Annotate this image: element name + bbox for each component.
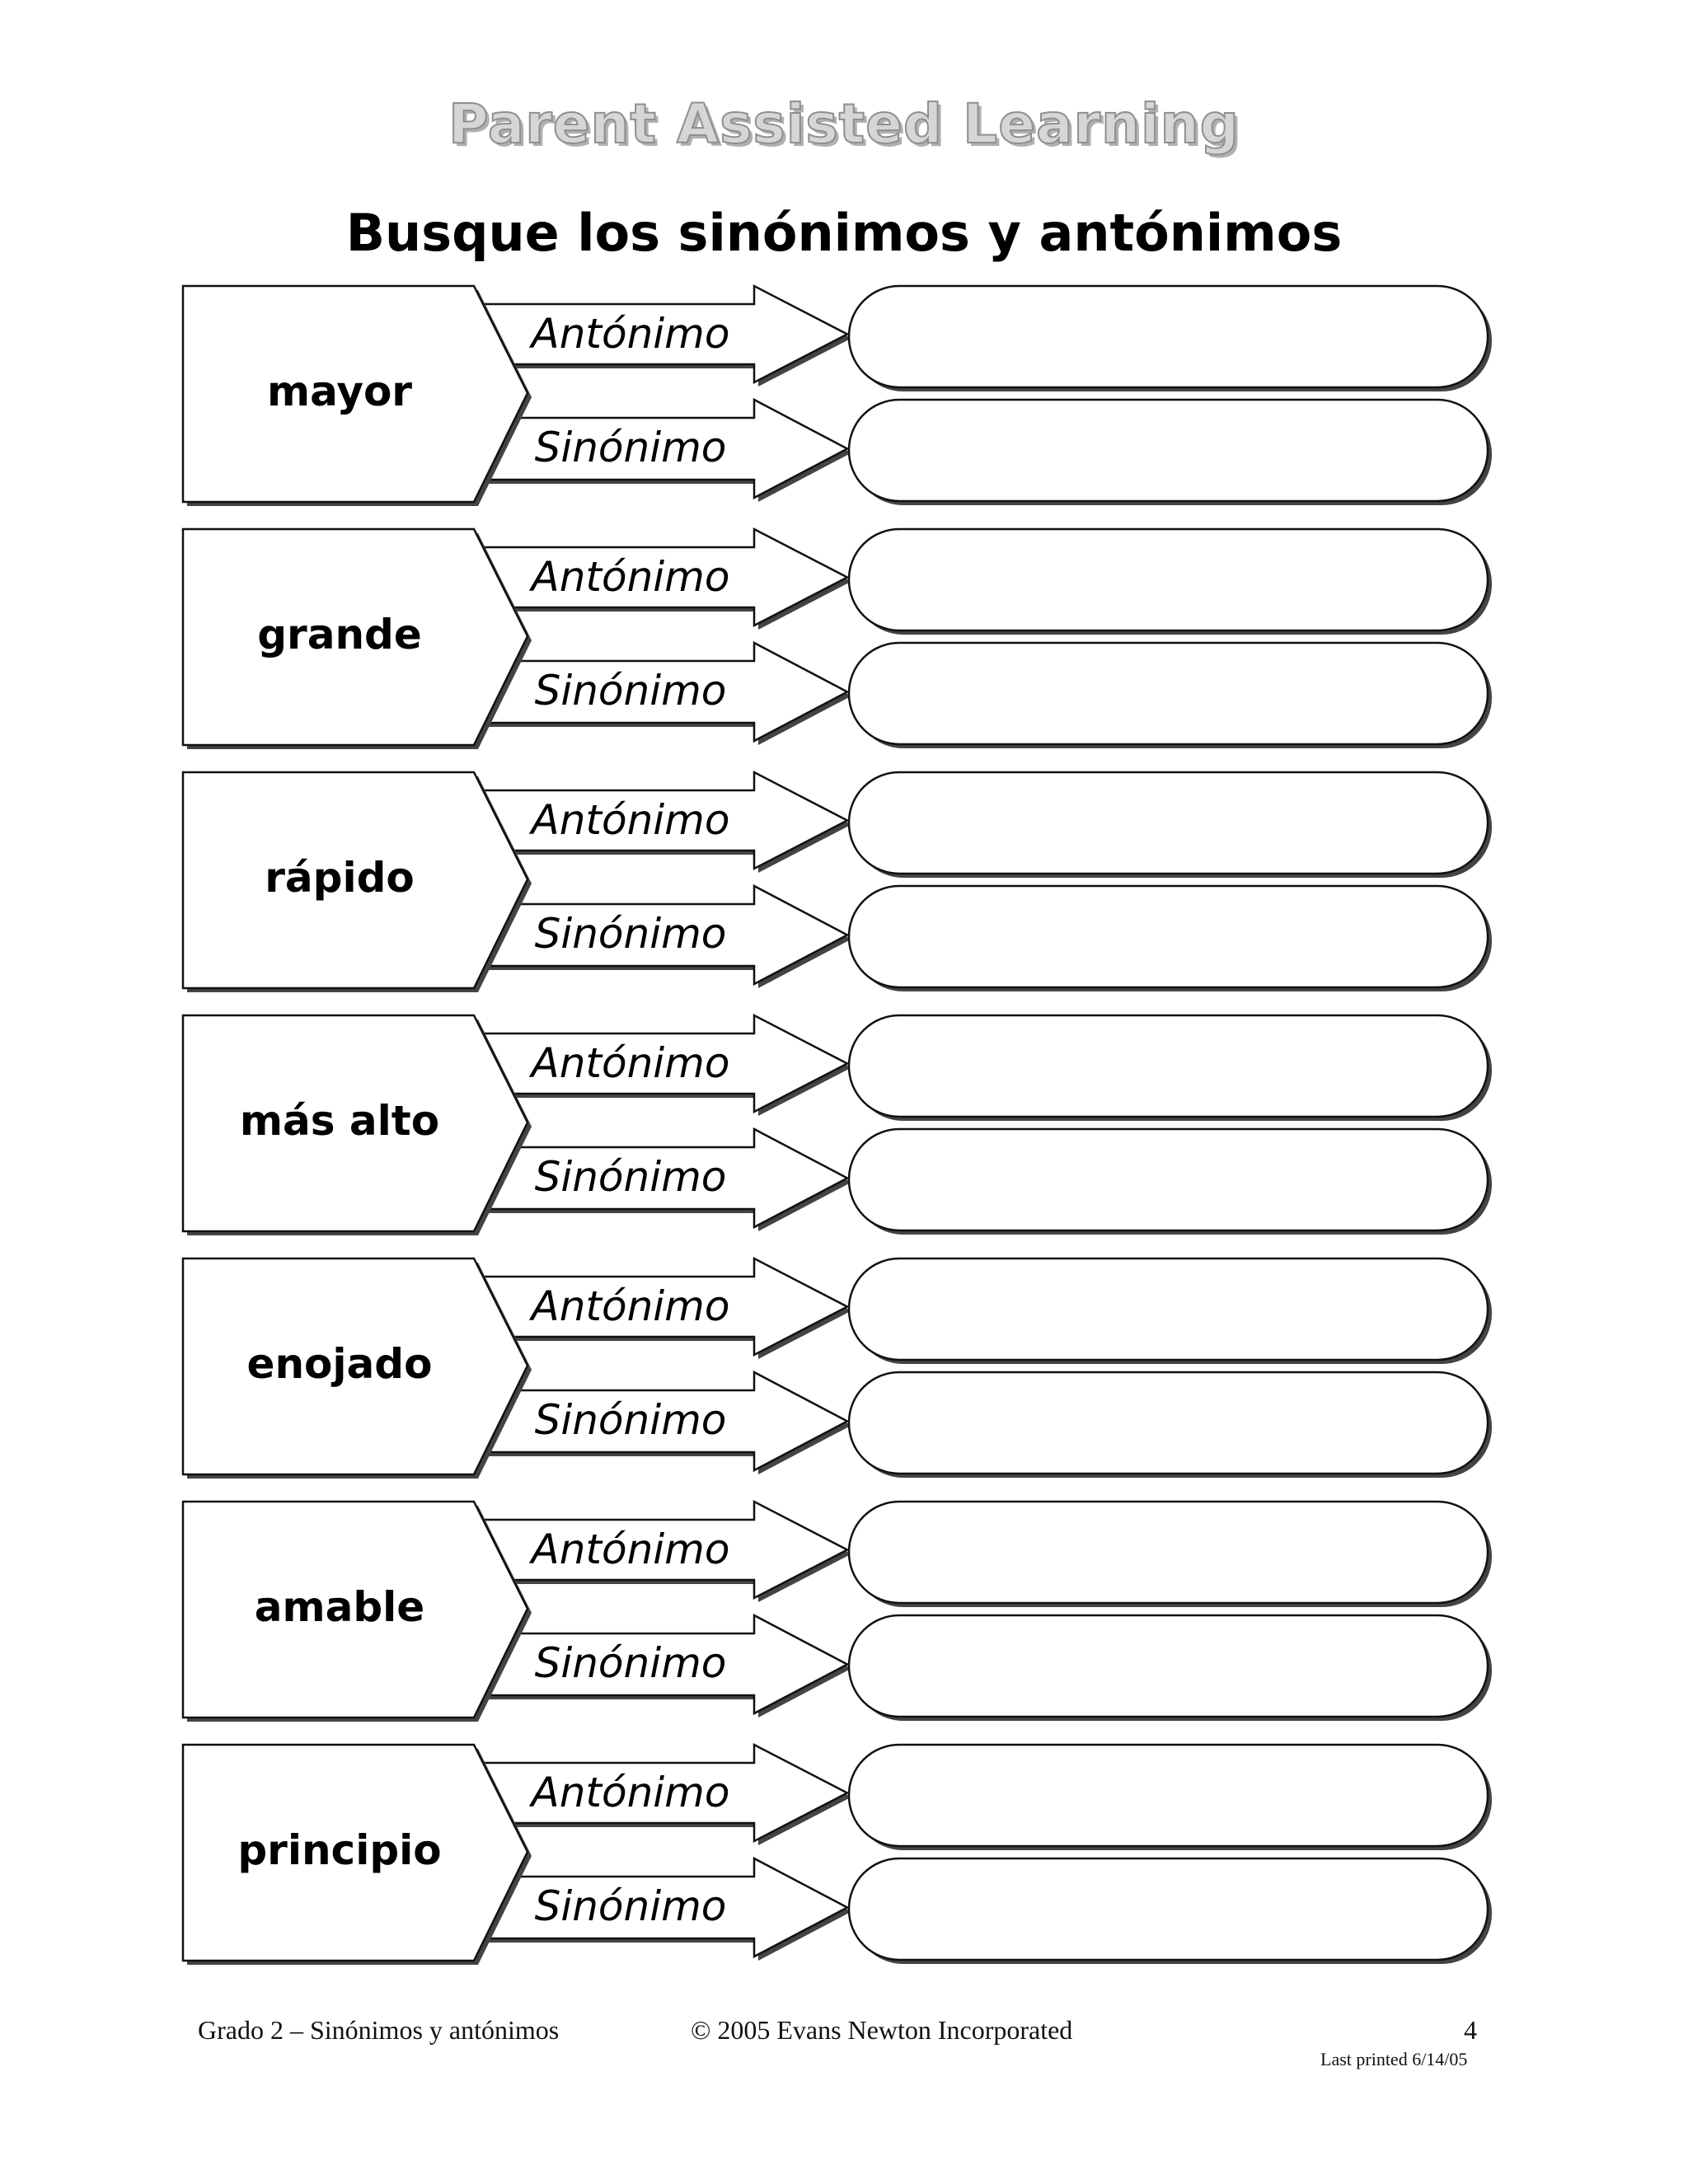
antonym-answer-field[interactable] <box>849 1015 1492 1121</box>
antonym-label: Antónimo <box>531 553 730 601</box>
synonym-label: Sinónimo <box>534 1396 727 1444</box>
synonym-answer-field-outline <box>849 1858 1488 1960</box>
word-row <box>183 286 1492 506</box>
brand-title: Parent Assisted Learning <box>448 92 1240 156</box>
antonym-answer-field[interactable] <box>849 529 1492 635</box>
synonym-answer-field-outline <box>849 886 1488 987</box>
synonym-label: Sinónimo <box>534 1882 727 1930</box>
word-label: principio <box>237 1826 442 1874</box>
antonym-answer-field[interactable] <box>849 1745 1492 1850</box>
synonym-label: Sinónimo <box>534 910 727 958</box>
page-title: Busque los sinónimos y antónimos <box>345 203 1343 263</box>
synonym-answer-field[interactable] <box>849 886 1492 991</box>
antonym-answer-field[interactable] <box>849 286 1492 391</box>
word-label: grande <box>257 611 422 658</box>
antonym-label: Antónimo <box>531 310 730 358</box>
antonym-label: Antónimo <box>531 1282 730 1330</box>
synonym-answer-field[interactable] <box>849 1615 1492 1721</box>
word-row <box>183 1015 1492 1235</box>
antonym-answer-field[interactable] <box>849 772 1492 878</box>
antonym-answer-field[interactable] <box>849 1258 1492 1364</box>
synonym-answer-field[interactable] <box>849 1372 1492 1478</box>
synonym-answer-field[interactable] <box>849 643 1492 748</box>
synonym-answer-field-outline <box>849 643 1488 744</box>
antonym-label: Antónimo <box>531 1769 730 1816</box>
word-label: enojado <box>246 1340 433 1388</box>
footer-course: Grado 2 – Sinónimos y antónimos <box>198 2015 560 2045</box>
synonym-answer-field-outline <box>849 1372 1488 1474</box>
word-row <box>183 1745 1492 1965</box>
synonym-answer-field-outline <box>849 1129 1488 1230</box>
word-row <box>183 529 1492 749</box>
word-row <box>183 1258 1492 1479</box>
antonym-label: Antónimo <box>531 796 730 844</box>
synonym-answer-field-outline <box>849 1615 1488 1717</box>
antonym-answer-field-outline <box>849 1745 1488 1846</box>
footer-copyright: © 2005 Evans Newton Incorporated <box>691 2015 1073 2045</box>
antonym-answer-field-outline <box>849 1258 1488 1360</box>
antonym-answer-field-outline <box>849 529 1488 630</box>
antonym-answer-field-outline <box>849 1015 1488 1117</box>
synonym-answer-field[interactable] <box>849 1858 1492 1964</box>
synonym-answer-field[interactable] <box>849 1129 1492 1235</box>
synonym-label: Sinónimo <box>534 667 727 715</box>
antonym-answer-field-outline <box>849 286 1488 387</box>
antonym-answer-field-outline <box>849 1502 1488 1603</box>
last-printed: Last printed 6/14/05 <box>1320 2049 1468 2069</box>
synonym-label: Sinónimo <box>534 424 727 471</box>
word-label: rápido <box>265 854 415 902</box>
word-row <box>183 1502 1492 1722</box>
antonym-label: Antónimo <box>531 1039 730 1087</box>
synonym-answer-field[interactable] <box>849 400 1492 505</box>
antonym-answer-field-outline <box>849 772 1488 874</box>
word-label: mayor <box>267 368 412 415</box>
word-label: más alto <box>239 1097 440 1145</box>
word-row <box>183 772 1492 992</box>
antonym-label: Antónimo <box>531 1526 730 1573</box>
synonym-label: Sinónimo <box>534 1639 727 1687</box>
page-number: 4 <box>1464 2015 1477 2045</box>
word-label: amable <box>254 1583 425 1631</box>
synonym-answer-field-outline <box>849 400 1488 501</box>
synonym-label: Sinónimo <box>534 1153 727 1201</box>
antonym-answer-field[interactable] <box>849 1502 1492 1607</box>
